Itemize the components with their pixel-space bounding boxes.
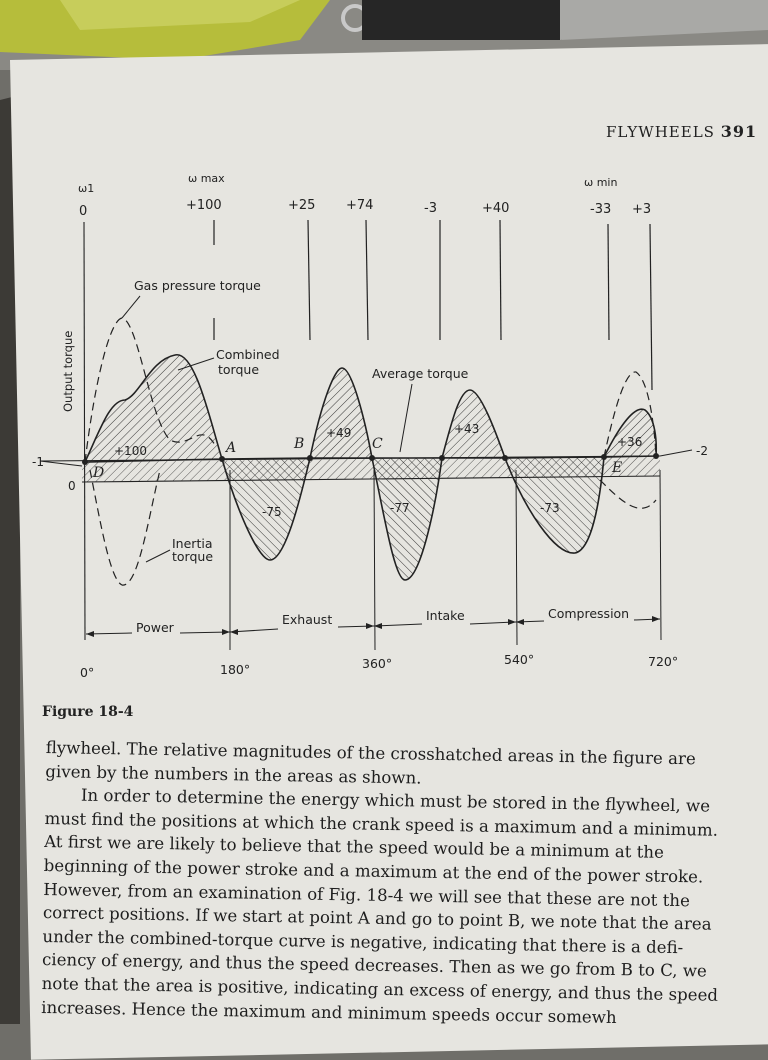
point-label-e: E bbox=[612, 460, 623, 476]
angle-label-540: 540° bbox=[504, 652, 535, 667]
angle-label-0: 0° bbox=[80, 665, 95, 680]
speed-value-0: 0 bbox=[79, 204, 88, 219]
body-line: must find the positions at which the crank speed is a maximum and a minimum. bbox=[44, 808, 719, 840]
angle-label-360: 360° bbox=[362, 656, 393, 671]
speed-value-3: +74 bbox=[346, 198, 374, 213]
speed-value-7: +3 bbox=[632, 202, 652, 217]
body-line: given by the numbers in the areas as shown. bbox=[45, 761, 422, 788]
body-line: flywheel. The relative magnitudes of the crosshatched areas in the figure are bbox=[45, 737, 696, 769]
combined-torque-label-2: torque bbox=[218, 362, 260, 377]
speed-value-1: +100 bbox=[186, 198, 222, 213]
omega-max-label: ω max bbox=[188, 172, 225, 185]
body-line: In order to determine the energy which must be stored in the flywheel, we bbox=[80, 785, 711, 816]
stroke-label-compression: Compression bbox=[548, 606, 630, 621]
body-line: note that the area is positive, indicating an excess of energy, and thus the speed bbox=[41, 973, 719, 1005]
minus-one-pointer bbox=[40, 461, 82, 466]
body-line: However, from an examination of Fig. 18-4 we will see that these are not the bbox=[43, 879, 691, 910]
output-torque-axis-label: Output torque bbox=[61, 330, 75, 412]
page-number: 391 bbox=[720, 122, 758, 141]
area-value-5: -73 bbox=[540, 501, 560, 515]
body-line: ciency of energy, and thus the speed decreases. Then as we go from B to C, we bbox=[41, 950, 708, 981]
angle-label-180: 180° bbox=[220, 662, 251, 677]
right-minus-two-label: -2 bbox=[696, 444, 708, 458]
area-value-0: +100 bbox=[114, 444, 147, 458]
inertia-torque-label-2: torque bbox=[172, 549, 214, 564]
inertia-torque-label-1: Inertia bbox=[172, 536, 213, 551]
speed-value-6: -33 bbox=[590, 202, 612, 217]
gas-pressure-label: Gas pressure torque bbox=[134, 278, 261, 293]
left-zero-label: 0 bbox=[68, 479, 76, 493]
area-value-1: -75 bbox=[262, 505, 282, 519]
angle-label-720: 720° bbox=[648, 654, 679, 669]
body-line: At first we are likely to believe that the speed would be a minimum at the bbox=[43, 832, 665, 863]
left-minus-one-label: -1 bbox=[32, 455, 44, 469]
minus-two-pointer bbox=[660, 450, 692, 456]
figure-caption: Figure 18-4 bbox=[42, 704, 134, 720]
area-value-3: -77 bbox=[390, 501, 410, 515]
omega-1-label: ω1 bbox=[78, 182, 95, 195]
stroke-label-power: Power bbox=[136, 620, 174, 635]
speed-value-4: -3 bbox=[424, 201, 437, 216]
stroke-label-exhaust: Exhaust bbox=[282, 612, 333, 627]
body-line: increases. Hence the maximum and minimum speeds occur somewh bbox=[41, 997, 617, 1027]
area-value-6: +36 bbox=[617, 435, 643, 449]
omega-min-label: ω min bbox=[584, 176, 618, 189]
point-label-c: C bbox=[372, 436, 383, 452]
speed-marker-lines bbox=[214, 220, 652, 390]
left-axis bbox=[84, 222, 85, 640]
average-torque-label: Average torque bbox=[372, 366, 469, 381]
header-title: FLYWHEELS bbox=[606, 123, 715, 141]
area-value-2: +49 bbox=[326, 426, 352, 440]
stroke-label-intake: Intake bbox=[426, 608, 465, 623]
point-label-d: D bbox=[93, 465, 105, 481]
point-label-b: B bbox=[294, 436, 305, 452]
speed-value-5: +40 bbox=[482, 201, 510, 216]
area-value-4: +43 bbox=[454, 422, 480, 436]
body-line: under the combined-torque curve is negative, indicating that there is a defi- bbox=[42, 926, 684, 957]
combined-torque-label-1: Combined bbox=[216, 347, 280, 362]
body-line: beginning of the power stroke and a maximum at the end of the power stroke. bbox=[43, 855, 704, 887]
speed-value-2: +25 bbox=[288, 198, 316, 213]
point-label-a: A bbox=[226, 440, 237, 456]
body-line: correct positions. If we start at point A and go to point B, we note that the area bbox=[42, 903, 712, 934]
body-text bbox=[41, 736, 768, 1032]
